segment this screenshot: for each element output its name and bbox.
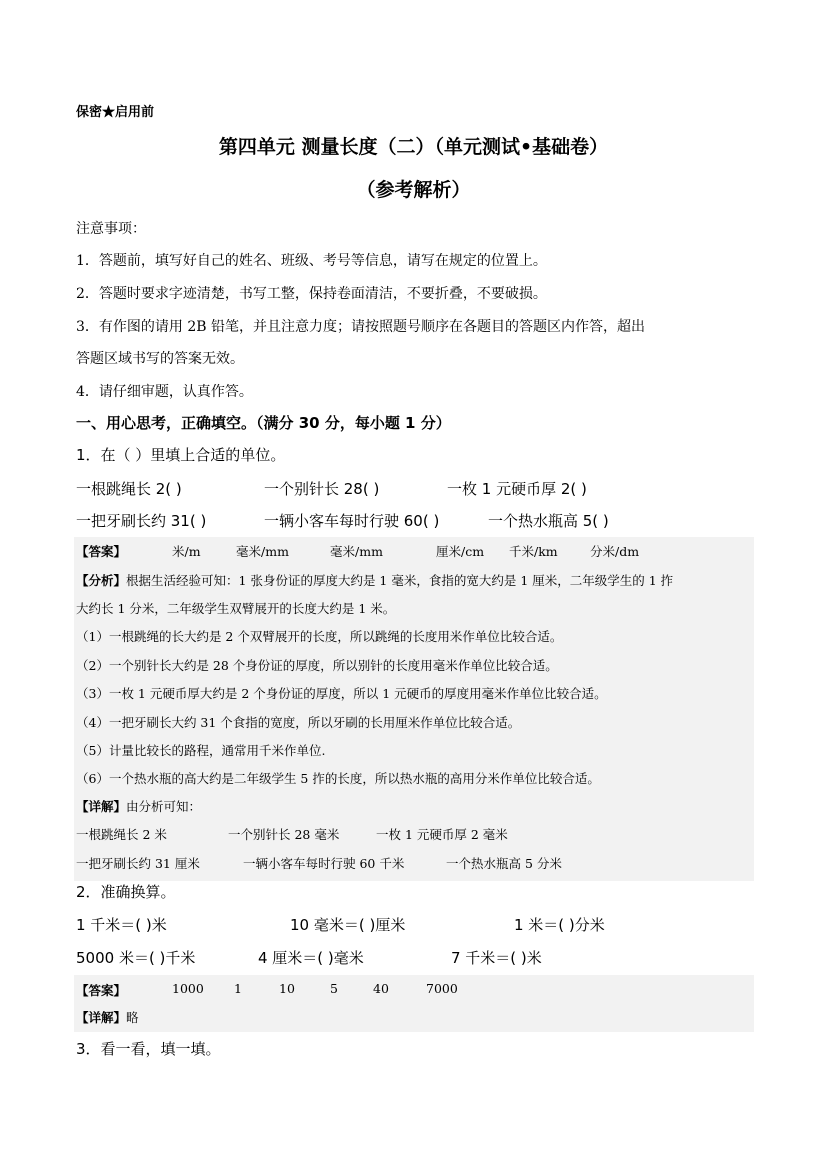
q1-answer-6: 分米/dm [590, 544, 640, 559]
q2-answer-4: 5 [330, 981, 338, 996]
q2-detail [76, 1008, 139, 1026]
q1-detail-6: 一个热水瓶高 5 分米 [446, 856, 562, 871]
q2-answer-3: 10 [279, 981, 295, 996]
section-heading: 一、用心思考，正确填空。（满分 30 分，每小题 1 分） [76, 414, 451, 432]
q1-detail-text: 由分析可知： [126, 799, 202, 814]
q1-answer-5: 千米/km [509, 544, 558, 559]
q2-detail-text: 略 [126, 1010, 139, 1025]
q2-answer-5: 40 [373, 981, 389, 996]
q2-blank-1: 1 千米＝( )米 [76, 916, 167, 934]
q1-answer-4: 厘米/cm [436, 544, 485, 559]
q2-answer-2: 1 [234, 981, 242, 996]
q1-blank-1: 一根跳绳长 2( ) [76, 480, 182, 498]
q2-answer-6: 7000 [426, 981, 458, 996]
q1-analysis [76, 571, 673, 589]
q2-blank-2: 10 毫米＝( )厘米 [290, 916, 406, 934]
notice-item-2: 2．答题时要求字迹清楚，书写工整，保持卷面清洁，不要折叠，不要破损。 [76, 286, 547, 302]
q2-answer-1: 1000 [172, 981, 204, 996]
q1-detail-5: 一辆小客车每时行驶 60 千米 [243, 856, 405, 871]
q1-blank-3: 一枚 1 元硬币厚 2( ) [447, 480, 587, 498]
q1-blank-4: 一把牙刷长约 31( ) [76, 512, 207, 530]
page-title: 第四单元 测量长度（二）（单元测试•基础卷） [218, 136, 609, 158]
q1-detail-4: 一把牙刷长约 31 厘米 [76, 856, 200, 871]
notice-item-1: 1．答题前，填写好自己的姓名、班级、考号等信息，请写在规定的位置上。 [76, 253, 547, 269]
q1-answer-label: 【答案】 [76, 544, 127, 559]
q1-detail-3: 一枚 1 元硬币厚 2 毫米 [376, 827, 508, 842]
notice-heading: 注意事项： [76, 221, 146, 237]
q2-blank-3: 1 米＝( )分米 [514, 916, 605, 934]
q1-blank-2: 一个别针长 28( ) [264, 480, 380, 498]
q1-point-3: （3）一枚 1 元硬币厚大约是 2 个身份证的厚度，所以 1 元硬币的厚度用毫米作单位比较合适。 [76, 686, 607, 701]
q3-stem: 3．看一看，填一填。 [76, 1040, 221, 1058]
q1-detail-1: 一根跳绳长 2 米 [76, 827, 167, 842]
notice-item-3-cont: 答题区域书写的答案无效。 [76, 351, 244, 367]
q1-blank-6: 一个热水瓶高 5( ) [488, 512, 609, 530]
q1-answer-3: 毫米/mm [330, 544, 383, 559]
q1-point-4: （4）一把牙刷长大约 31 个食指的宽度，所以牙刷的长用厘米作单位比较合适。 [76, 715, 521, 730]
q1-analysis-label: 【分析】 [76, 573, 127, 588]
q1-answer-2: 毫米/mm [236, 544, 289, 559]
q1-point-2: （2）一个别针长大约是 28 个身份证的厚度，所以别针的长度用毫米作单位比较合适。 [76, 658, 558, 673]
q2-blank-4: 5000 米＝( )千米 [76, 949, 196, 967]
q1-detail-label: 【详解】 [76, 799, 127, 814]
page-subtitle: （参考解析） [356, 179, 471, 201]
notice-item-4: 4．请仔细审题，认真作答。 [76, 384, 253, 400]
q1-point-6: （6）一个热水瓶的高大约是二年级学生 5 拃的长度，所以热水瓶的高用分米作单位比较合适。 [76, 771, 600, 786]
q1-point-1: （1）一根跳绳的长大约是 2 个双臂展开的长度，所以跳绳的长度用米作单位比较合适。 [76, 629, 563, 644]
q1-blank-5: 一辆小客车每时行驶 60( ) [264, 512, 440, 530]
q2-answer-label: 【答案】 [76, 983, 127, 998]
q2-detail-label: 【详解】 [76, 1010, 127, 1025]
q2-blank-6: 7 千米＝( )米 [451, 949, 542, 967]
q1-detail-2: 一个别针长 28 毫米 [228, 827, 340, 842]
q1-stem: 1．在（ ）里填上合适的单位。 [76, 446, 286, 464]
q1-answer-1: 米/m [172, 544, 201, 559]
q1-analysis-cont: 大约长 1 分米，二年级学生双臂展开的长度大约是 1 米。 [76, 601, 396, 616]
q1-analysis-text: 根据生活经验可知：1 张身份证的厚度大约是 1 毫米，食指的宽大约是 1 厘米，二年级学生的 1 拃 [126, 573, 674, 588]
q2-stem: 2．准确换算。 [76, 883, 176, 901]
confidential-label: 保密★启用前 [76, 105, 155, 120]
notice-item-3: 3．有作图的请用 2B 铅笔，并且注意力度；请按照题号顺序在各题目的答题区内作答，超出 [76, 319, 646, 335]
q2-blank-5: 4 厘米＝( )毫米 [258, 949, 364, 967]
q1-detail [76, 797, 201, 815]
q1-point-5: （5）计量比较长的路程，通常用千米作单位. [76, 743, 326, 758]
